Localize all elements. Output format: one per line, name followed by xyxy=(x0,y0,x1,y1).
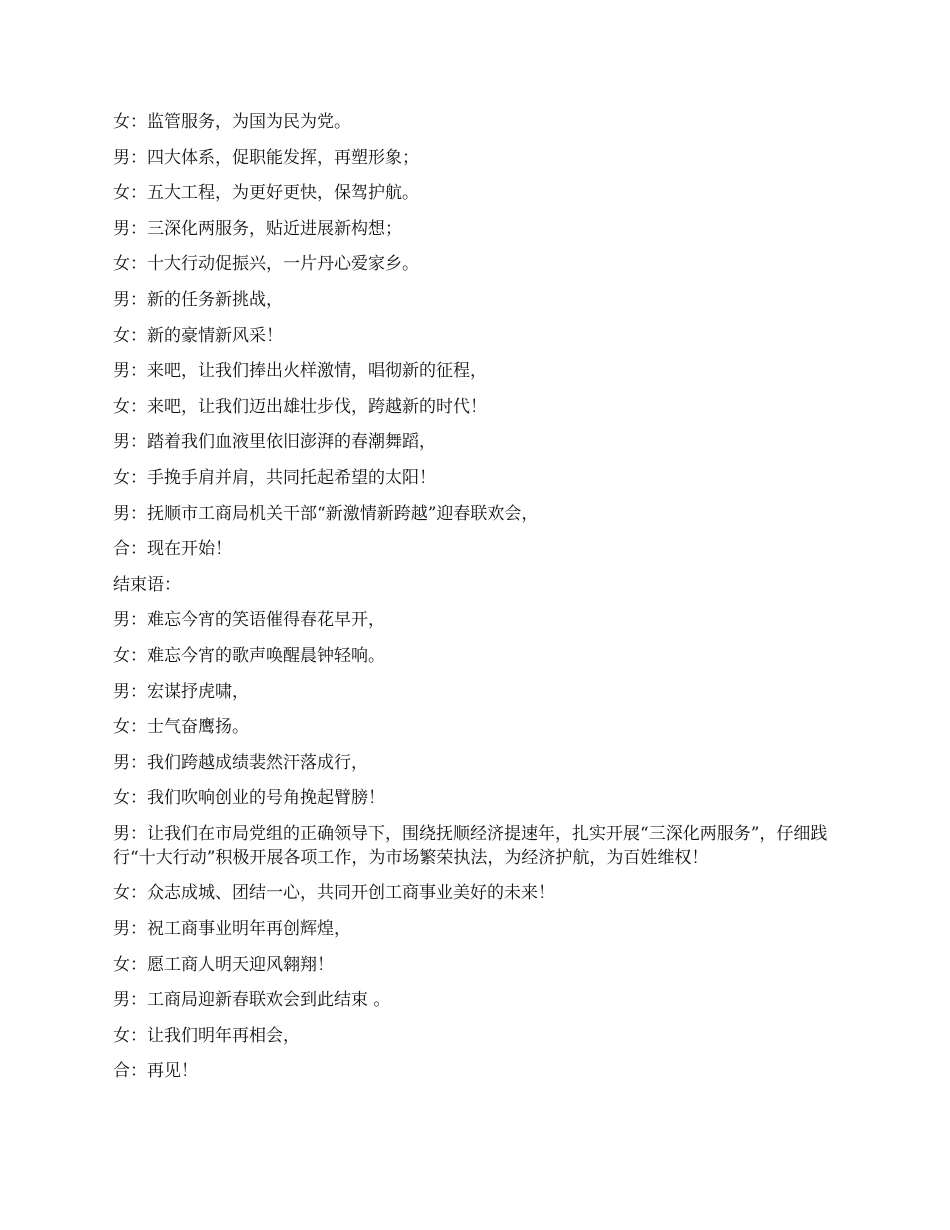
text-line: 男：宏谋抒虎啸， xyxy=(113,681,249,702)
text-line: 女：我们吹响创业的号角挽起臂膀！ xyxy=(113,788,385,809)
text-line: 男：我们跨越成绩裴然汗落成行， xyxy=(113,752,368,773)
text-line: 男：三深化两服务，贴近进展新构想； xyxy=(113,218,402,239)
text-line: 女：士气奋鹰扬。 xyxy=(113,717,249,738)
document-body xyxy=(113,110,838,1095)
text-line: 男：抚顺市工商局机关干部“新激情新跨越”迎春联欢会， xyxy=(113,503,539,524)
text-line: 男：难忘今宵的笑语催得春花早开， xyxy=(113,610,385,631)
text-line: 女：手挽手肩并肩，共同托起希望的太阳！ xyxy=(113,467,436,488)
text-line: 男：新的任务新挑战， xyxy=(113,289,283,310)
text-line: 男：四大体系，促职能发挥，再塑形象； xyxy=(113,147,419,168)
text-line: 女：监管服务，为国为民为党。 xyxy=(113,112,351,132)
text-line: 女：愿工商人明天迎风翱翔！ xyxy=(113,954,334,975)
text-paragraph: 男：让我们在市局党组的正确领导下，围绕抚顺经济提速年，扎实开展“三深化两服务”，仔细践行“十大行动”积极开展各项工作，为市场繁荣执法，为经济护航，为百姓维权！ xyxy=(113,823,828,868)
text-line: 男：来吧，让我们捧出火样激情，唱彻新的征程， xyxy=(113,361,487,382)
text-line: 女：来吧，让我们迈出雄壮步伐，跨越新的时代！ xyxy=(113,396,487,417)
text-line: 女：五大工程，为更好更快，保驾护航。 xyxy=(113,183,419,204)
text-line: 女：十大行动促振兴，一片丹心爱家乡。 xyxy=(113,254,419,275)
text-line: 女：难忘今宵的歌声唤醒晨钟轻响。 xyxy=(113,645,385,666)
text-line: 合：现在开始！ xyxy=(113,539,232,560)
text-line: 男：祝工商事业明年再创辉煌， xyxy=(113,919,351,940)
text-line: 女：让我们明年再相会， xyxy=(113,1025,300,1046)
text-line: 女：众志成城、团结一心，共同开创工商事业美好的未来！ xyxy=(113,883,555,904)
text-line: 男：踏着我们血液里依旧澎湃的春潮舞蹈， xyxy=(113,432,436,453)
section-heading: 结束语： xyxy=(113,574,181,595)
text-line: 男：工商局迎新春联欢会到此结束 。 xyxy=(113,990,391,1011)
text-line: 合：再见！ xyxy=(113,1061,198,1082)
text-line: 女：新的豪情新风采！ xyxy=(113,325,283,346)
